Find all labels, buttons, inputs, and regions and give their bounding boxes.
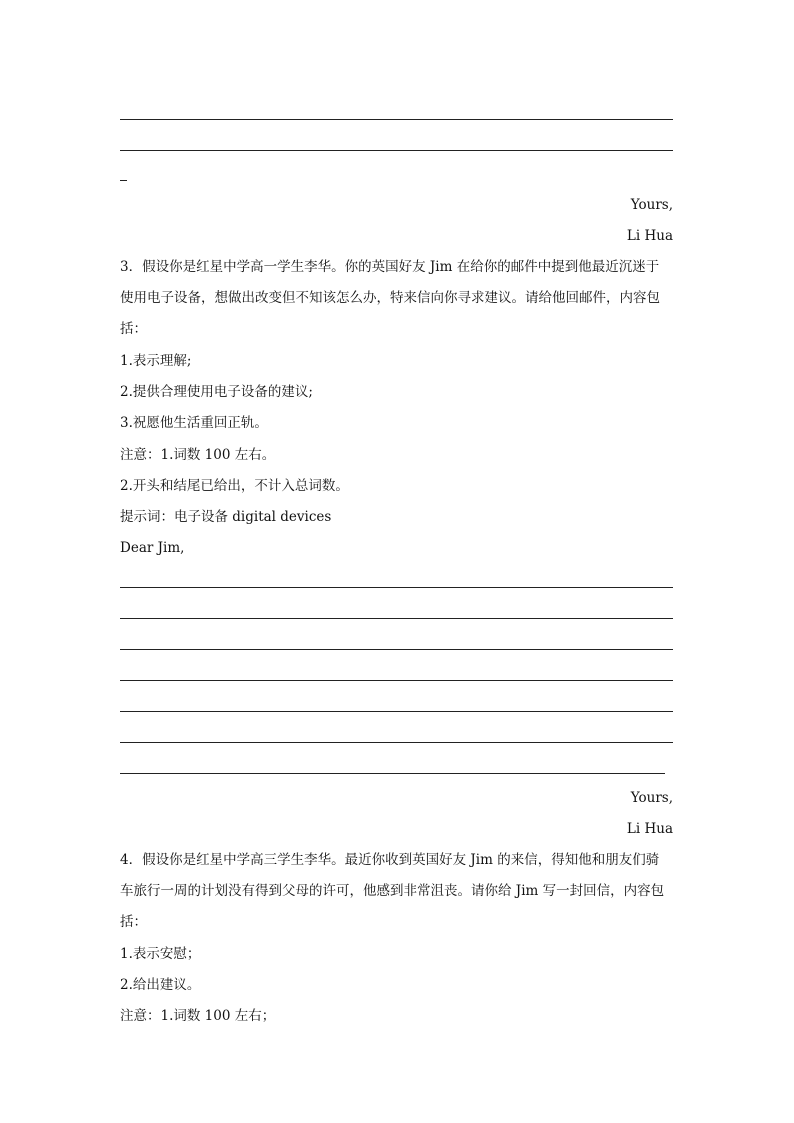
task4-prompt-line: 括： [120, 914, 147, 930]
answer-line[interactable] [120, 680, 673, 681]
task4-point: 2.给出建议。 [120, 977, 201, 993]
task3-point: 1.表示理解; [120, 353, 192, 369]
closing-sign-off: Yours, [630, 197, 673, 213]
answer-line[interactable] [120, 587, 673, 588]
closing-sign-off: Yours, [630, 790, 673, 806]
closing-name: Li Hua [626, 821, 673, 837]
answer-line[interactable] [120, 649, 673, 650]
task4-prompt-line: 4．假设你是红星中学高三学生李华。最近你收到英国好友 Jim 的来信，得知他和朋友们骑 [120, 852, 660, 868]
task3-note: 2.开头和结尾已给出，不计入总词数。 [120, 478, 349, 494]
task3-prompt-line: 3．假设你是红星中学高一学生李华。你的英国好友 Jim 在给你的邮件中提到他最近沉迷于 [120, 259, 660, 275]
task3-note: 注意：1.词数 100 左右。 [120, 447, 276, 463]
answer-line-end-dash [120, 180, 127, 181]
task4-point: 1.表示安慰； [120, 946, 201, 962]
answer-line[interactable] [120, 618, 673, 619]
answer-line[interactable] [120, 150, 673, 151]
task3-point: 2.提供合理使用电子设备的建议; [120, 384, 313, 400]
task4-prompt-line: 车旅行一周的计划没有得到父母的许可，他感到非常沮丧。请你给 Jim 写一封回信，内容包 [120, 883, 665, 899]
task3-greeting: Dear Jim, [120, 540, 185, 556]
task3-prompt-line: 使用电子设备，想做出改变但不知该怎么办，特来信向你寻求建议。请给他回邮件，内容包 [120, 290, 660, 306]
answer-line[interactable] [120, 119, 673, 120]
answer-line[interactable] [120, 711, 673, 712]
task3-hint: 提示词：电子设备 digital devices [120, 509, 332, 525]
answer-line[interactable] [120, 773, 665, 774]
task4-note: 注意：1.词数 100 左右； [120, 1008, 276, 1024]
answer-line[interactable] [120, 742, 673, 743]
task3-prompt-line: 括： [120, 321, 147, 337]
closing-name: Li Hua [626, 228, 673, 244]
task3-point: 3.祝愿他生活重回正轨。 [120, 415, 268, 431]
